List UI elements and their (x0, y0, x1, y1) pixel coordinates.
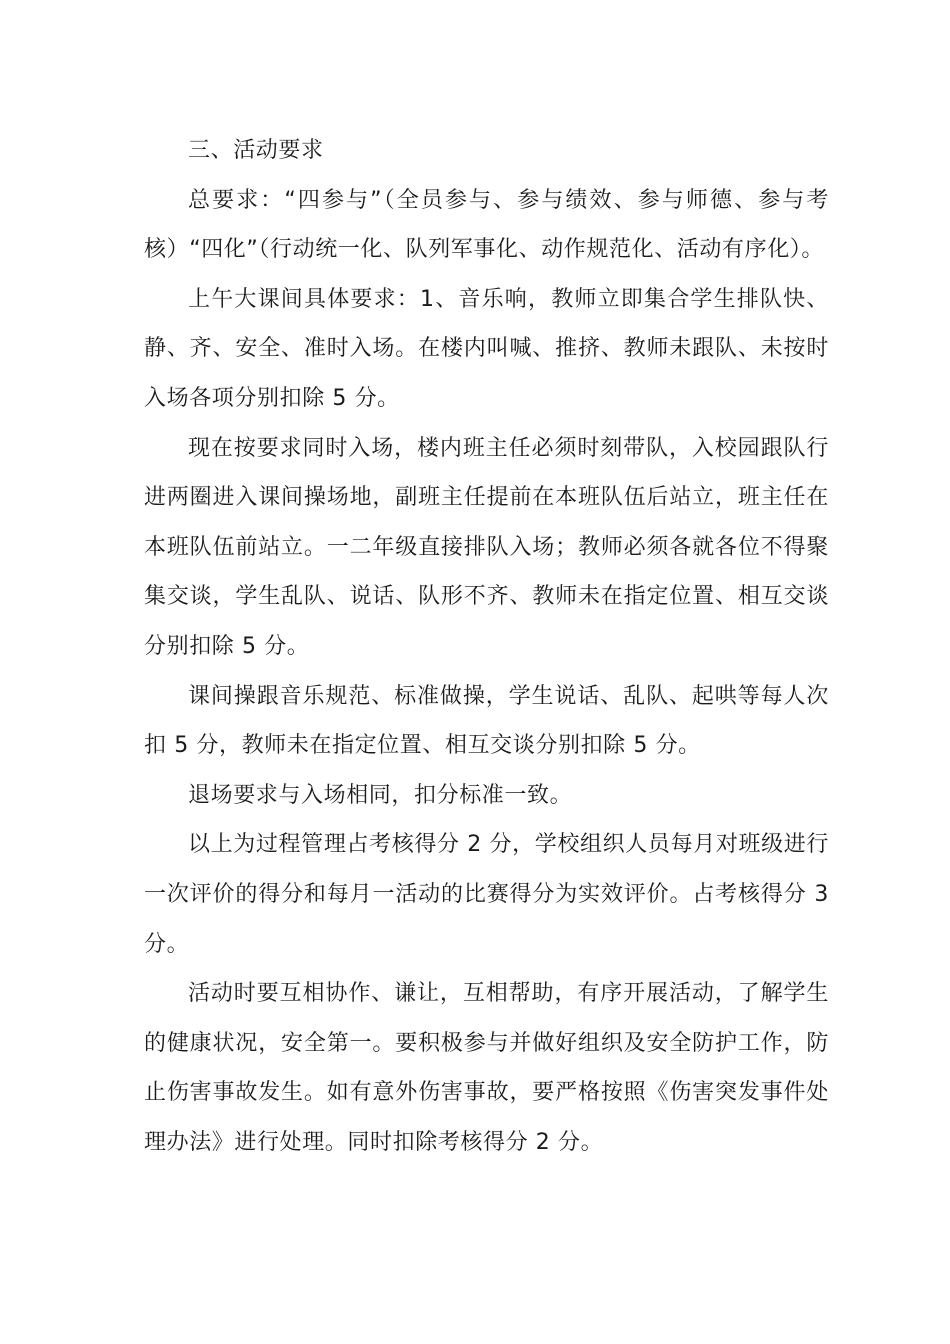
paragraph-morning-break-requirements: 上午大课间具体要求：1、音乐响，教师立即集合学生排队快、静、齐、安全、准时入场。在楼内叫喊、推挤、教师未跟队、未按时入场各项分别扣除 5 分。 (144, 286, 829, 411)
paragraph-exercise-rules: 课间操跟音乐规范、标准做操，学生说话、乱队、起哄等每人次扣 5 分，教师未在指定位置、相互交谈分别扣除 5 分。 (144, 683, 829, 759)
paragraph-scoring: 以上为过程管理占考核得分 2 分，学校组织人员每月对班级进行一次评价的得分和每月一活动的比赛得分为实效评价。占考核得分 3 分。 (144, 832, 829, 957)
paragraph-general-requirements: 总要求：“四参与”（全员参与、参与绩效、参与师德、参与考核）“四化”（行动统一化、队列军事化、动作规范化、活动有序化）。 (144, 187, 829, 263)
paragraph-entry-procedure: 现在按要求同时入场，楼内班主任必须时刻带队，入校园跟队行进两圈进入课间操场地，副班主任提前在本班队伍后站立，班主任在本班队伍前站立。一二年级直接排队入场；教师必须各就各位不得聚集交谈，学生乱队、说话、队形不齐、教师未在指定位置、相互交谈分别扣除 5 分。 (144, 435, 829, 659)
paragraph-safety: 活动时要互相协作、谦让，互相帮助，有序开展活动，了解学生的健康状况，安全第一。要积极参与并做好组织及安全防护工作，防止伤害事故发生。如有意外伤害事故，要严格按照《伤害突发事件处理办法》进行处理。同时扣除考核得分 2 分。 (144, 981, 829, 1155)
paragraph-exit-rules: 退场要求与入场相同，扣分标准一致。 (188, 782, 573, 808)
section-heading: 三、活动要求 (188, 138, 324, 163)
document-body (144, 126, 829, 1167)
